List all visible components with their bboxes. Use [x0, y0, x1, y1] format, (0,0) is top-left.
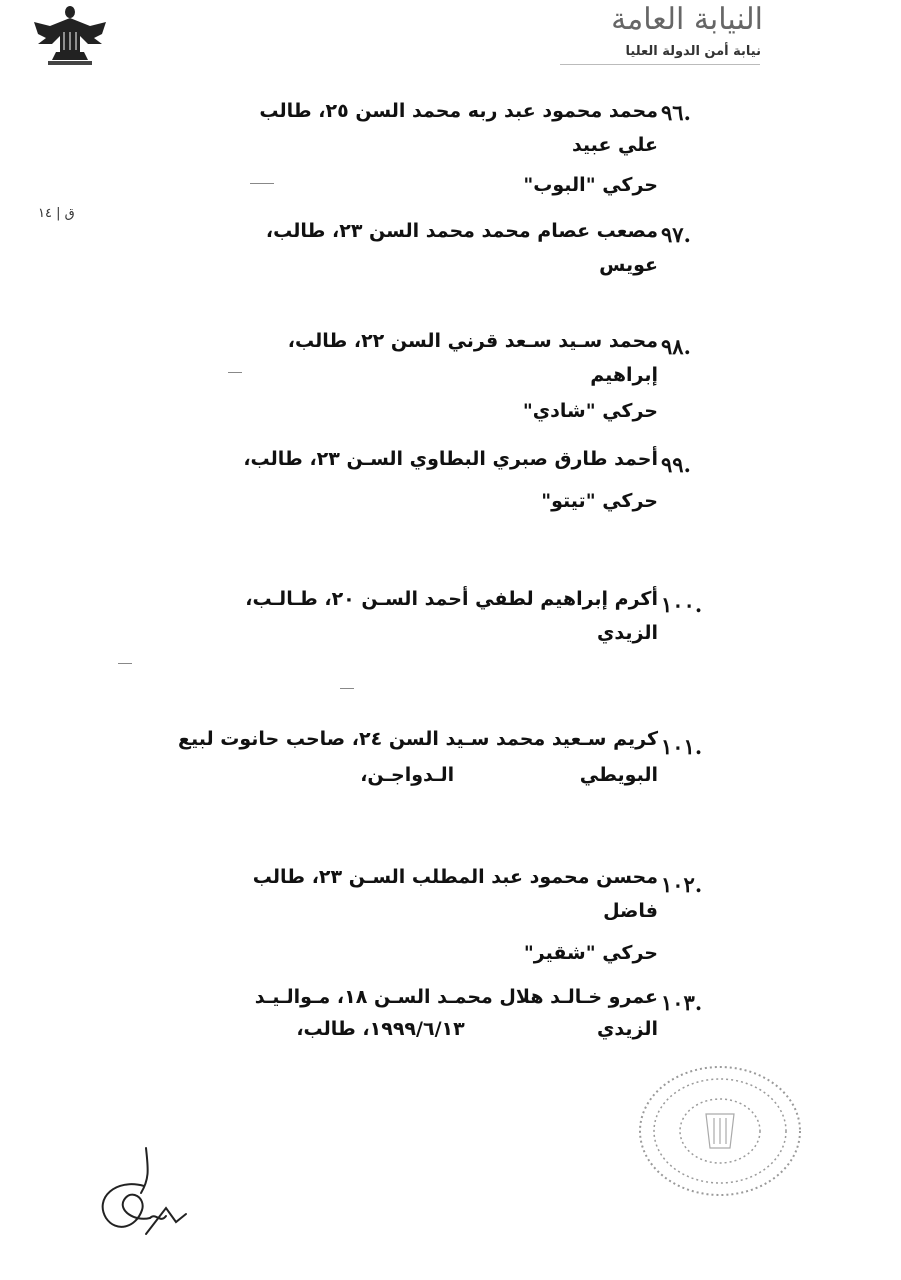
scan-mark: [228, 372, 242, 373]
scan-mark: [340, 688, 354, 689]
entry-line: أكرم إبراهيم لطفي أحمد السـن ٢٠، طـالـب،: [245, 588, 658, 610]
entry-line: فاضل: [603, 900, 658, 922]
entry-alias: حركي "البوب": [523, 174, 658, 196]
entry-line: البويطي الـدواجـن،: [360, 764, 658, 786]
entry-line: محمد سـيد سـعد قرني السن ٢٢، طالب،: [287, 330, 658, 352]
entry-number: ٩٧.: [661, 222, 691, 247]
page-number-note: ق | ١٤: [38, 206, 75, 221]
entry-alias: حركي "تيتو": [541, 490, 658, 512]
scan-mark: [250, 183, 274, 184]
entry-number: ١٠٢.: [661, 872, 703, 897]
official-stamp-icon: [636, 1062, 804, 1200]
signature-icon: [86, 1138, 196, 1243]
entry-number: ١٠١.: [661, 734, 703, 759]
entry-number: ٩٨.: [661, 334, 691, 359]
entry-line: كريم سـعيد محمد سـيد السن ٢٤، صاحب حانوت لبيع: [178, 728, 658, 750]
entry-line: الزيدي: [597, 622, 658, 644]
entry-line: إبراهيم: [590, 364, 658, 386]
entry-line: أحمد طارق صبري البطاوي السـن ٢٣، طالب،: [243, 448, 658, 470]
eagle-emblem-icon: [28, 4, 112, 66]
entry-alias: حركي "شقير": [523, 942, 658, 964]
entry-line: الزيدي ١٩٩٩/٦/١٣، طالب،: [296, 1018, 658, 1040]
entry-line: عمرو خـالـد هلال محمـد السـن ١٨، مـوالـيـد: [254, 986, 658, 1008]
header-subtitle: نيابة أمن الدولة العليا: [625, 44, 761, 59]
entry-line: محمد محمود عبد ربه محمد السن ٢٥، طالب: [259, 100, 658, 122]
entry-number: ٩٩.: [661, 452, 691, 477]
entry-number: ١٠٠.: [661, 592, 703, 617]
entry-number: ٩٦.: [661, 100, 691, 125]
entry-line: علي عبيد: [571, 134, 658, 156]
header-title: النيابة العامة: [611, 2, 763, 37]
header-divider: [560, 64, 760, 65]
entry-alias: حركي "شادي": [522, 400, 658, 422]
entry-line: مصعب عصام محمد محمد السن ٢٣، طالب،: [265, 220, 658, 242]
entry-line: محسن محمود عبد المطلب السـن ٢٣، طالب: [252, 866, 658, 888]
entry-line: عويس: [599, 254, 658, 276]
scan-mark: [118, 663, 132, 664]
entry-number: ١٠٣.: [661, 990, 703, 1015]
